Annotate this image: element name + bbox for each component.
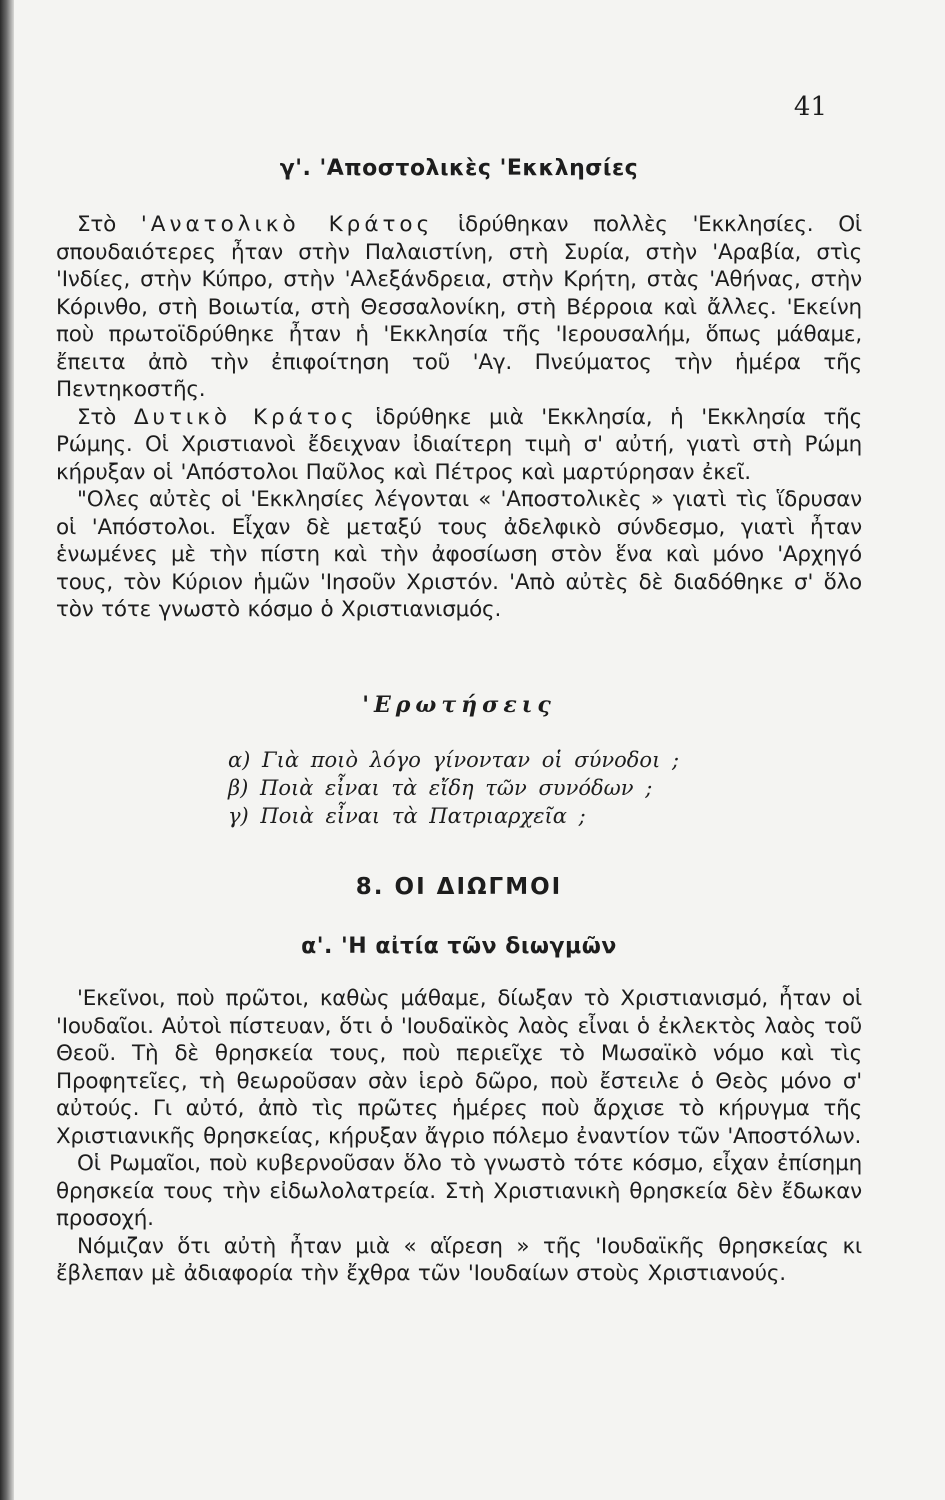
paragraph-text: ἱδρύθηκε μιὰ 'Εκκλησία, ἡ 'Εκκλησία τῆς Ρώμης. Οἱ Χριστιανοὶ ἔδειχναν ἰδιαίτερη τιμὴ σ' αὐτή, γιατὶ στὴ Ρώμη κήρυξαν οἱ 'Απόστολοι Παῦλος καὶ Πέτρος καὶ μαρτύρησαν ἐκεῖ.: [56, 404, 863, 485]
question-item: γ) Ποιὰ εἶναι τὰ Πατριαρχεῖα ;: [228, 804, 586, 828]
paragraph-lead: Στὸ: [77, 212, 117, 237]
paragraph-jews: 'Εκεῖνοι, ποὺ πρῶτοι, καθὼς μάθαμε, δίωξαν τὸ Χριστιανισμό, ἦταν οἱ 'Ιουδαῖοι. Αὐτοὶ πίστευαν, ὅτι ὁ 'Ιουδαϊκὸς λαὸς εἶναι ὁ ἐκλεκτὸς λαὸς τοῦ Θεοῦ. Τὴ δὲ θρησκεία τους, ποὺ περιεῖχε τὸ Μωσαϊκὸ νόμο καὶ τὶς Προφητεῖες, τὴ θεωροῦσαν σὰν ἱερὸ δῶρο, ποὺ ἔστειλε ὁ Θεὸς μόνο σ' αὐτούς. Γι αὐτό, ἀπὸ τὶς πρῶτες ἡμέρες ποὺ ἄρχισε τὸ κήρυγμα τῆς Χριστιανικῆς θρησκείας, κήρυξαν ἄγριο πόλεμο ἐναντίον τῶν 'Αποστόλων.: [56, 986, 862, 1149]
chapter-heading: 8. ΟΙ ΔΙΩΓΜΟΙ: [355, 874, 563, 900]
question-item: α) Γιὰ ποιὸ λόγο γίνονταν οἱ σύνοδοι ;: [228, 748, 680, 772]
paragraph-eastern-state: [56, 211, 862, 404]
section-heading: γ'. 'Αποστολικὲς 'Εκκλησίες: [279, 156, 639, 181]
questions-list: [56, 746, 862, 830]
chapter-subheading: α'. 'Η αἰτία τῶν διωγμῶν: [301, 934, 617, 959]
emphasized-term: 'Ανατολικὸ Κράτος: [140, 212, 434, 237]
paragraph-romans: Οἱ Ρωμαῖοι, ποὺ κυβερνοῦσαν ὅλο τὸ γνωστὸ τότε κόσμο, εἶχαν ἐπίσημη θρησκεία τους τὴν εἰδωλολατρεία. Στὴ Χριστιανικὴ θρησκεία δὲν ἔδωκαν προσοχή.: [56, 1151, 862, 1231]
paragraph-apostolic: "Ολες αὐτὲς οἱ 'Εκκλησίες λέγονται « 'Αποστολικὲς » γιατὶ τὶς ἵδρυσαν οἱ 'Απόστολοι. Εἶχαν δὲ μεταξύ τους ἀδελφικὸ σύνδεσμο, γιατὶ ἦταν ἑνωμένες μὲ τὴν πίστη καὶ τὴν ἀφοσίωση στὸν ἕνα καὶ μόνο 'Αρχηγό τους, τὸν Κύριον ἡμῶν 'Ιησοῦν Χριστόν. 'Απὸ αὐτὲς δὲ διαδόθηκε σ' ὅλο τὸν τότε γνωστὸ κόσμο ὁ Χριστιανισμός.: [56, 487, 862, 622]
paragraph-text: ἱδρύθηκαν πολλὲς 'Εκκλησίες. Οἱ σπουδαιότερες ἦταν στὴν Παλαιστίνη, στὴ Συρία, στὴν 'Αραβία, στὶς 'Ινδίες, στὴν Κύπρο, στὴν 'Αλεξάνδρεια, στὴν Κρήτη, στὰς 'Αθήνας, στὴν Κόρινθο, στὴ Βοιωτία, στὴ Θεσσαλονίκη, στὴ Βέρροια καὶ ἄλλες. 'Εκείνη ποὺ πρωτοϊδρύθηκε ἦταν ἡ 'Εκκλησία τῆς 'Ιερουσαλήμ, ὅπως μάθαμε, ἔπειτα ἀπὸ τὴν ἐπιφοίτηση τοῦ 'Αγ. Πνεύματος τὴν ἡμέρα τῆς Πεντηκοστῆς.: [56, 212, 862, 402]
emphasized-term: Δυτικὸ Κράτος: [133, 404, 358, 430]
question-item: β) Ποιὰ εἶναι τὰ εἴδη τῶν συνόδων ;: [228, 776, 653, 800]
page-binding-edge: [0, 0, 14, 1500]
paragraph-western-state: [56, 404, 862, 487]
section-apostolic-churches: [56, 156, 862, 624]
chapter-persecutions: [56, 874, 862, 1288]
questions-heading: 'Ερωτήσεις: [362, 692, 556, 718]
paragraph-heresy: Νόμιζαν ὅτι αὐτὴ ἦταν μιὰ « αἵρεση » τῆς 'Ιουδαϊκῆς θρησκείας κι ἔβλεπαν μὲ ἀδιαφορία τὴν ἔχθρα τῶν 'Ιουδαίων στοὺς Χριστιανούς.: [56, 1233, 862, 1286]
page-number: 41: [793, 92, 827, 122]
questions-section: [56, 692, 862, 830]
paragraph-lead: Στὸ: [77, 404, 117, 430]
